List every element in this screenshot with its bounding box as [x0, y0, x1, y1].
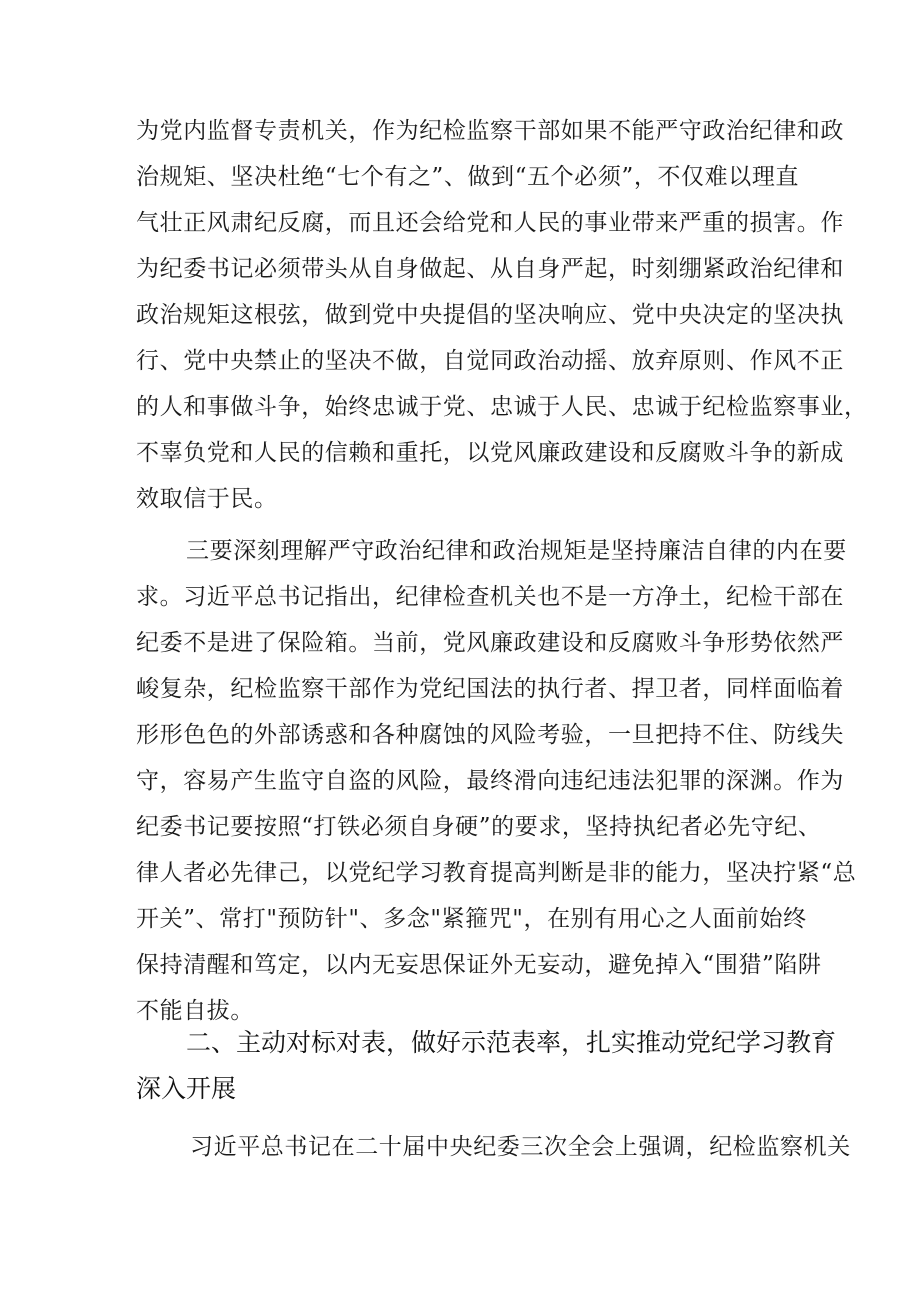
paragraph-line: 气壮正风肃纪反腐，而且还会给党和人民的事业带来严重的损害。作 — [136, 210, 844, 236]
paragraph-line: 的人和事做斗争，始终忠诚于党、忠诚于人民、忠诚于纪检监察事业， — [136, 394, 868, 420]
paragraph-line: 为纪委书记必须带头从自身做起、从自身严起，时刻绷紧政治纪律和 — [136, 256, 844, 282]
paragraph-line: 开关”、常打"预防针"、多念"紧箍咒"，在别有用心之人面前始终 — [136, 906, 807, 932]
paragraph-line: 不辜负党和人民的信赖和重托，以党风廉政建设和反腐败斗争的新成 — [136, 440, 844, 466]
paragraph-line: 峻复杂，纪检监察干部作为党纪国法的执行者、捍卫者，同样面临着 — [136, 676, 844, 702]
paragraph-line: 律人者必先律己，以党纪学习教育提高判断是非的能力，坚决拧紧“总 — [136, 860, 857, 886]
paragraph-line: 政治规矩这根弦，做到党中央提倡的坚决响应、党中央决定的坚决执 — [136, 302, 844, 328]
paragraph-line: 纪委书记要按照“打铁必须自身硬”的要求，坚持执纪者必先守纪、 — [136, 814, 822, 840]
paragraph-line: 守，容易产生监守自盗的风险，最终滑向违纪违法犯罪的深渊。作为 — [136, 768, 844, 794]
paragraph-line: 行、党中央禁止的坚决不做，自觉同政治动摇、放弃原则、作风不正 — [136, 348, 844, 374]
paragraph-line: 习近平总书记在二十届中央纪委三次全会上强调，纪检监察机关 — [190, 1134, 851, 1160]
heading-line: 二、主动对标对表，做好示范表率，扎实推动党纪学习教育 — [186, 1028, 837, 1057]
paragraph-line: 不能自拔。 — [136, 998, 254, 1024]
paragraph-line: 保持清醒和笃定，以内无妄思保证外无妄动，避免掉入“围猎”陷阱 — [136, 952, 822, 978]
paragraph-line: 为党内监督专责机关，作为纪检监察干部如果不能严守政治纪律和政 — [136, 118, 844, 144]
paragraph-line: 治规矩、坚决杜绝“七个有之”、做到“五个必须”，不仅难以理直 — [136, 164, 800, 190]
paragraph-line: 形形色色的外部诱惑和各种腐蚀的风险考验，一旦把持不住、防线失 — [136, 722, 844, 748]
paragraph-line: 纪委不是进了保险箱。当前，党风廉政建设和反腐败斗争形势依然严 — [136, 630, 844, 656]
paragraph-line: 求。习近平总书记指出，纪律检查机关也不是一方净土，纪检干部在 — [136, 584, 844, 610]
heading-line: 深入开展 — [136, 1074, 237, 1103]
paragraph-line: 效取信于民。 — [136, 486, 278, 512]
paragraph-line: 三要深刻理解严守政治纪律和政治规矩是坚持廉洁自律的内在要 — [186, 538, 847, 564]
